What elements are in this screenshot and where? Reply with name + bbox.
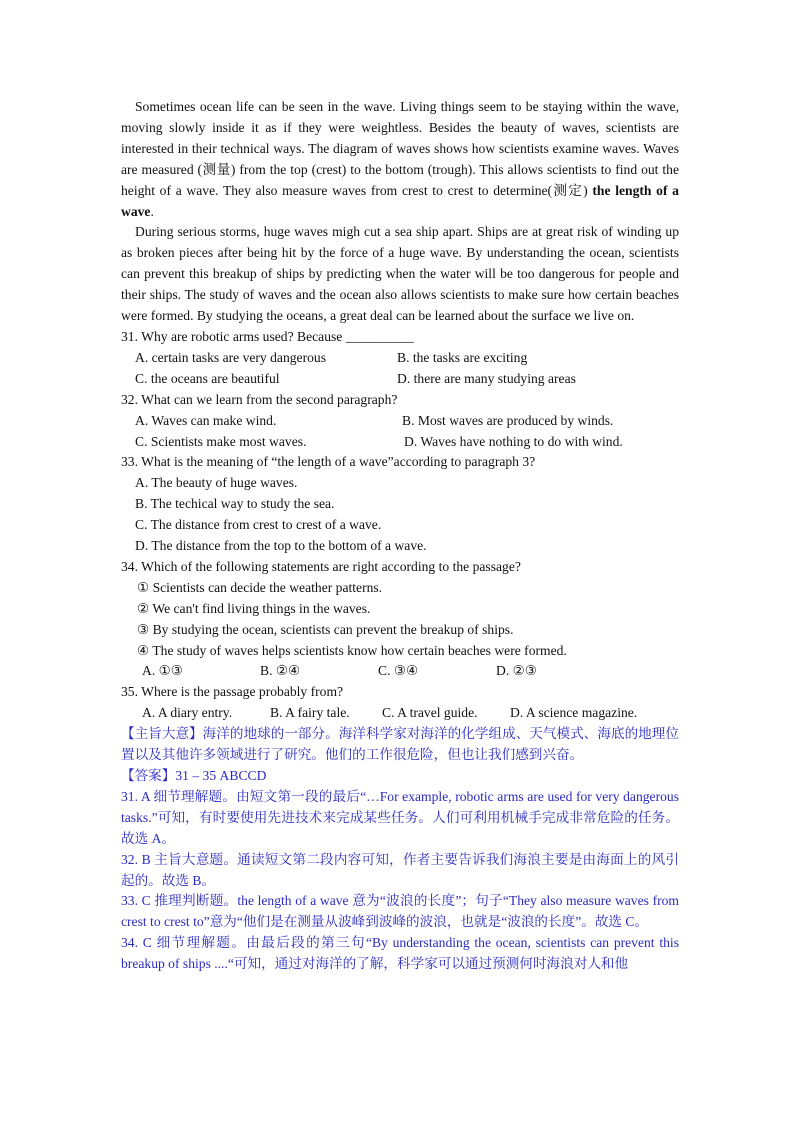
passage-paragraph-1-text: Sometimes ocean life can be seen in the wave. Living things seem to be staying within the wave, moving slowly inside it as if they were weightless. Besides the beauty of waves, scientists are interested in their technical ways. The diagram of waves shows how scientists examine waves. Waves are measured (测量) from the top (crest) to the bottom (trough). This allows scientists to find out the height of a wave. They also measure waves from crest to crest to determine(测定) (121, 99, 679, 198)
question-34-statement-4: ④ The study of waves helps scientists know how certain beaches were formed. (137, 642, 567, 658)
question-31-options-row-2 (121, 369, 679, 390)
passage-paragraph-2: During serious storms, huge waves migh cut a sea ship apart. Ships are at great risk of winding up as broken pieces after being hit by the force of a huge wave. By understanding the ocean, scientists can prevent this breakup of ships by predicting when the water will be too dangerous for people and their ships. The study of waves and the ocean also allows scientists to make sure how certain beaches were formed. By studying the oceans, a great deal can be learned about the surface we live on. (121, 224, 679, 324)
question-31-options-row-1 (121, 348, 679, 369)
question-34-statement-1: ① Scientists can decide the weather patterns. (137, 579, 383, 595)
question-34-statement-3: ③ By studying the ocean, scientists can prevent the breakup of ships. (137, 621, 514, 637)
question-31-option-c: C. the oceans are beautiful (135, 370, 280, 386)
question-32-option-d: D. Waves have nothing to do with wind. (404, 433, 623, 449)
question-35-option-b: B. A fairy tale. (270, 705, 350, 721)
question-31-option-b: B. the tasks are exciting (397, 349, 528, 365)
bold-phrase: the length of a wave (121, 182, 679, 219)
question-34-option-d: D. ②③ (496, 663, 537, 679)
question-32-options-row-1 (121, 411, 679, 432)
question-32-stem: 32. What can we learn from the second paragraph? (121, 391, 398, 407)
question-33-option-b: B. The techical way to study the sea. (135, 496, 335, 512)
question-33-option-a: A. The beauty of huge waves. (135, 475, 298, 491)
explanation-31: 31. A 细节理解题。由短文第一段的最后“…For example, robotic arms are used for very dangerous tasks.”可知，有时要使用先进技术来完成某些任务。人们可利用机械手完成非常危险的任务。故选 A。 (121, 788, 679, 846)
question-35-option-d: D. A science magazine. (510, 705, 638, 721)
question-35-option-a: A. A diary entry. (142, 705, 233, 721)
explanation-32: 32. B 主旨大意题。通读短文第二段内容可知，作者主要告诉我们海浪主要是由海面上的风引起的。故选 B。 (121, 851, 679, 888)
question-31-option-d: D. there are many studying areas (397, 370, 576, 386)
question-32-option-a: A. Waves can make wind. (135, 412, 277, 428)
question-35-option-c: C. A travel guide. (382, 705, 478, 721)
explanation-33: 33. C 推理判断题。the length of a wave 意为“波浪的长度”；句子“They also measure waves from crest to crest to”意为“他们是在测量从波峰到波峰的波浪，也就是“波浪的长度”。故选 C。 (121, 893, 679, 930)
question-34-option-a: A. ①③ (142, 663, 183, 679)
passage-paragraph-1 (121, 97, 679, 222)
question-34-stem: 34. Which of the following statements are right according to the passage? (121, 558, 521, 574)
question-31-stem: 31. Why are robotic arms used? Because __________ (121, 328, 414, 344)
question-34-statement-2: ② We can't find living things in the waves. (137, 600, 371, 616)
question-31-option-a: A. certain tasks are very dangerous (135, 349, 326, 365)
question-34-option-c: C. ③④ (378, 663, 419, 679)
main-idea: 【主旨大意】海洋的地球的一部分。海洋科学家对海洋的化学组成、天气模式、海底的地理位置以及其他许多领域进行了研究。他们的工作很危险，但也让我们感到兴奋。 (121, 726, 679, 763)
question-34-option-b: B. ②④ (260, 663, 301, 679)
answer-key: 【答案】31 – 35 ABCCD (121, 768, 267, 783)
question-35-options (121, 703, 679, 724)
question-32-options-row-2 (121, 432, 679, 453)
passage-paragraph-1-end: . (150, 203, 154, 219)
question-34-options (121, 661, 679, 682)
question-32-option-c: C. Scientists make most waves. (135, 433, 307, 449)
question-33-stem: 33. What is the meaning of “the length of a wave”according to paragraph 3? (121, 454, 536, 470)
question-33-option-d: D. The distance from the top to the bottom of a wave. (135, 538, 427, 554)
question-33-option-c: C. The distance from crest to crest of a wave. (135, 517, 382, 533)
page-content (121, 97, 679, 975)
explanation-34: 34. C 细节理解题。由最后段的第三句“By understanding the ocean, scientists can prevent this breakup of ships ....“可知，通过对海洋的了解，科学家可以通过预测何时海浪对人和他 (121, 935, 679, 972)
question-35-stem: 35. Where is the passage probably from? (121, 684, 344, 700)
question-32-option-b: B. Most waves are produced by winds. (402, 412, 614, 428)
